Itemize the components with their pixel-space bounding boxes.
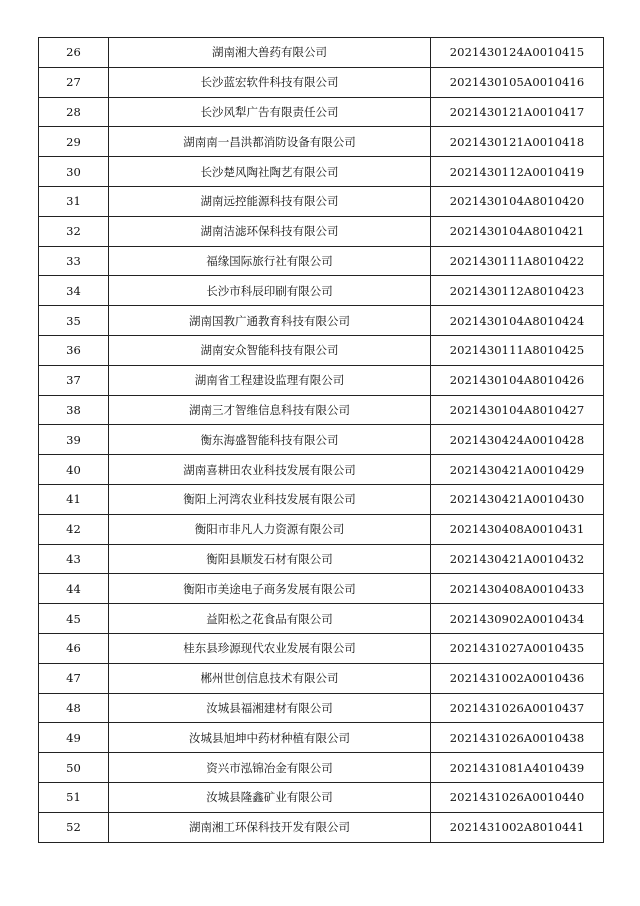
registration-table (38, 37, 604, 843)
table-row (39, 67, 604, 97)
company-name: 长沙蓝宏软件科技有限公司 (109, 67, 431, 97)
company-name: 汝城县隆鑫矿业有限公司 (109, 782, 431, 812)
company-name: 桂东县珍源现代农业发展有限公司 (109, 633, 431, 663)
row-number: 32 (39, 216, 109, 246)
registration-code: 2021430111A8010425 (431, 335, 604, 365)
table-row (39, 693, 604, 723)
row-number: 31 (39, 186, 109, 216)
table-row (39, 335, 604, 365)
registration-code: 2021430424A0010428 (431, 425, 604, 455)
table-row (39, 365, 604, 395)
registration-code: 2021431026A0010440 (431, 782, 604, 812)
row-number: 30 (39, 157, 109, 187)
table-row (39, 782, 604, 812)
registration-code: 2021430421A0010430 (431, 484, 604, 514)
table-row (39, 723, 604, 753)
company-name: 郴州世创信息技术有限公司 (109, 663, 431, 693)
table-row (39, 455, 604, 485)
registration-code: 2021430105A0010416 (431, 67, 604, 97)
row-number: 37 (39, 365, 109, 395)
table-row (39, 246, 604, 276)
row-number: 52 (39, 812, 109, 842)
registration-code: 2021430104A8010420 (431, 186, 604, 216)
table-row (39, 306, 604, 336)
table-row (39, 425, 604, 455)
registration-code: 2021430104A8010424 (431, 306, 604, 336)
row-number: 26 (39, 38, 109, 68)
table-row (39, 157, 604, 187)
table-row (39, 604, 604, 634)
company-name: 衡阳市非凡人力资源有限公司 (109, 514, 431, 544)
table-row (39, 395, 604, 425)
registration-code: 2021431026A0010437 (431, 693, 604, 723)
row-number: 34 (39, 276, 109, 306)
row-number: 46 (39, 633, 109, 663)
company-name: 福缘国际旅行社有限公司 (109, 246, 431, 276)
registration-code: 2021430902A0010434 (431, 604, 604, 634)
registration-code: 2021430408A0010431 (431, 514, 604, 544)
table-row (39, 127, 604, 157)
row-number: 39 (39, 425, 109, 455)
company-name: 湖南安众智能科技有限公司 (109, 335, 431, 365)
company-name: 长沙市科辰印刷有限公司 (109, 276, 431, 306)
table-row (39, 544, 604, 574)
table-row (39, 574, 604, 604)
company-name: 湖南南一昌洪都消防设备有限公司 (109, 127, 431, 157)
company-name: 湖南国教广通教育科技有限公司 (109, 306, 431, 336)
row-number: 43 (39, 544, 109, 574)
company-name: 湖南省工程建设监理有限公司 (109, 365, 431, 395)
registration-code: 2021431026A0010438 (431, 723, 604, 753)
company-name: 湖南喜耕田农业科技发展有限公司 (109, 455, 431, 485)
registration-code: 2021431002A8010441 (431, 812, 604, 842)
table-body (39, 38, 604, 843)
row-number: 33 (39, 246, 109, 276)
company-name: 资兴市泓锦冶金有限公司 (109, 753, 431, 783)
table-row (39, 38, 604, 68)
registration-code: 2021430121A0010417 (431, 97, 604, 127)
row-number: 47 (39, 663, 109, 693)
table-row (39, 753, 604, 783)
company-name: 衡阳市美途电子商务发展有限公司 (109, 574, 431, 604)
company-name: 湖南洁滤环保科技有限公司 (109, 216, 431, 246)
company-name: 衡阳县顺发石材有限公司 (109, 544, 431, 574)
row-number: 50 (39, 753, 109, 783)
table-row (39, 514, 604, 544)
row-number: 48 (39, 693, 109, 723)
row-number: 29 (39, 127, 109, 157)
table-row (39, 216, 604, 246)
company-name: 衡阳上河湾农业科技发展有限公司 (109, 484, 431, 514)
row-number: 40 (39, 455, 109, 485)
table-row (39, 812, 604, 842)
registration-code: 2021430112A0010419 (431, 157, 604, 187)
registration-code: 2021431002A0010436 (431, 663, 604, 693)
registration-code: 2021431081A4010439 (431, 753, 604, 783)
registration-code: 2021430104A8010427 (431, 395, 604, 425)
registration-code: 2021430111A8010422 (431, 246, 604, 276)
table-row (39, 633, 604, 663)
table-row (39, 484, 604, 514)
table-row (39, 97, 604, 127)
company-name: 衡东海盛智能科技有限公司 (109, 425, 431, 455)
row-number: 42 (39, 514, 109, 544)
company-name: 汝城县福湘建材有限公司 (109, 693, 431, 723)
row-number: 28 (39, 97, 109, 127)
registration-code: 2021430121A0010418 (431, 127, 604, 157)
row-number: 49 (39, 723, 109, 753)
row-number: 44 (39, 574, 109, 604)
row-number: 27 (39, 67, 109, 97)
registration-code: 2021430124A0010415 (431, 38, 604, 68)
registration-code: 2021430408A0010433 (431, 574, 604, 604)
registration-code: 2021431027A0010435 (431, 633, 604, 663)
registration-code: 2021430421A0010432 (431, 544, 604, 574)
company-name: 湖南三才智维信息科技有限公司 (109, 395, 431, 425)
row-number: 45 (39, 604, 109, 634)
registration-code: 2021430421A0010429 (431, 455, 604, 485)
row-number: 41 (39, 484, 109, 514)
company-name: 益阳松之花食品有限公司 (109, 604, 431, 634)
company-name: 湖南湘大兽药有限公司 (109, 38, 431, 68)
table-row (39, 663, 604, 693)
company-name: 长沙楚风陶社陶艺有限公司 (109, 157, 431, 187)
row-number: 35 (39, 306, 109, 336)
table-row (39, 186, 604, 216)
table-row (39, 276, 604, 306)
company-name: 湖南湘工环保科技开发有限公司 (109, 812, 431, 842)
company-name: 汝城县旭坤中药材种植有限公司 (109, 723, 431, 753)
company-name: 长沙风犁广告有限责任公司 (109, 97, 431, 127)
registration-code: 2021430104A8010421 (431, 216, 604, 246)
row-number: 38 (39, 395, 109, 425)
registration-code: 2021430112A8010423 (431, 276, 604, 306)
company-name: 湖南远控能源科技有限公司 (109, 186, 431, 216)
registration-code: 2021430104A8010426 (431, 365, 604, 395)
row-number: 51 (39, 782, 109, 812)
row-number: 36 (39, 335, 109, 365)
